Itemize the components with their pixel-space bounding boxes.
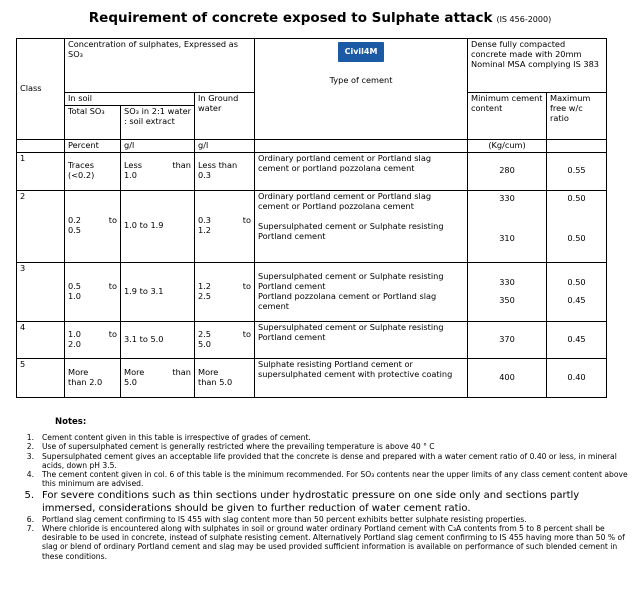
table-row	[17, 152, 607, 190]
ground-water-cell: Less than 0.3	[195, 152, 255, 190]
cement-type-cell: Sulphate resisting Portland cement or supersulphated cement with protective coating	[255, 358, 468, 397]
table-row	[17, 358, 607, 397]
max-wc-cell: 0.50 0.50	[547, 190, 607, 262]
ratio-cell: 3.1 to 5.0	[121, 321, 195, 358]
ratio-cell: Less than 1.0	[121, 152, 195, 190]
min-cement-cell: 330 350	[468, 262, 547, 321]
total-so3-cell: 0.2 to 0.5	[65, 190, 121, 262]
min-cement-cell: 370	[468, 321, 547, 358]
total-so3-cell: Traces (<0.2)	[65, 152, 121, 190]
class-cell: 4	[17, 321, 65, 358]
unit-gl-1: g/l	[121, 139, 195, 152]
ground-water-cell: More than 5.0	[195, 358, 255, 397]
cement-type-cell: Supersulphated cement or Sulphate resisting Portland cement Portland pozzolana cement or Portland slag cement	[255, 262, 468, 321]
sulphate-table	[16, 38, 607, 398]
table-row	[17, 190, 607, 262]
unit-percent: Percent	[65, 139, 121, 152]
class-cell: 1	[17, 152, 65, 190]
note-item: 3. Supersulphated cement gives an acceptable life provided that the concrete is dense and prepared with a water cement ratio of 0.40 or less, in mineral acids, down pH 3.5.	[26, 451, 617, 470]
total-so3-cell: 1.0 to 2.0	[65, 321, 121, 358]
note-item: 5. For severe conditions such as thin sections under hydrostatic pressure on one side only and sections partly immersed, considerations should be given to further reduction of water cement ratio.	[24, 489, 580, 514]
max-wc-cell: 0.50 0.45	[547, 262, 607, 321]
table-row	[17, 262, 607, 321]
header-in-soil: In soil	[65, 93, 195, 106]
ratio-cell: 1.0 to 1.9	[121, 190, 195, 262]
cement-type-cell: Ordinary portland cement or Portland slag cement or Portland pozzolana cement Supersulphated cement or Sulphate resisting Portland cement	[255, 190, 468, 262]
header-max-wc: Maximum free w/c ratio	[547, 93, 607, 140]
header-so3-ratio: SO₃ in 2:1 water : soil extract	[121, 105, 195, 139]
title-text: Requirement of concrete exposed to Sulphate attack	[88, 10, 493, 26]
max-wc-cell: 0.45	[547, 321, 607, 358]
civil4m-logo: Civil4M	[338, 42, 385, 62]
min-cement-cell: 280	[468, 152, 547, 190]
note-item: 1. Cement content given in this table is irrespective of grades of cement.	[26, 433, 311, 442]
class-cell: 2	[17, 190, 65, 262]
header-concentration: Concentration of sulphates, Expressed as SO₃	[65, 39, 255, 93]
max-wc-cell: 0.55	[547, 152, 607, 190]
note-item: 2. Use of supersulphated cement is generally restricted where the prevailing temperature is above 40 ° C	[26, 442, 435, 452]
header-class: Class	[17, 39, 65, 140]
header-type-of-cement	[255, 39, 468, 140]
note-item: 6. Portland slag cement confirming to IS 455 with slag content more than 50 percent exhibits better sulphate resisting properties.	[26, 514, 527, 524]
header-min-cement: Minimum cement content	[468, 93, 547, 140]
note-item: 7. Where chloride is encountered along with sulphates in soil or ground water ordinary Portland cement with C₃A contents from 5 to 8 percent shall be desirable to be used in concrete, instead of sulphate resisting cement. Alternatively Portland slag cement confirming to IS 455 having more than 50 % of slag or blend of ordinary Portland cement and slag may be used provided sufficient information is available on performance of such blended cement in these conditions.	[26, 523, 625, 561]
unit-gl-2: g/l	[195, 139, 255, 152]
ratio-cell: 1.9 to 3.1	[121, 262, 195, 321]
ground-water-cell: 2.5 to 5.0	[195, 321, 255, 358]
page-title	[0, 10, 640, 26]
notes-heading: Notes:	[55, 417, 87, 427]
ground-water-cell: 1.2 to 2.5	[195, 262, 255, 321]
type-of-cement-label: Type of cement	[329, 74, 393, 85]
table-row	[17, 321, 607, 358]
min-cement-cell: 400	[468, 358, 547, 397]
total-so3-cell: 0.5 to 1.0	[65, 262, 121, 321]
notes-list	[8, 433, 630, 561]
max-wc-cell: 0.40	[547, 358, 607, 397]
header-dense: Dense fully compacted concrete made with 20mm Nominal MSA complying IS 383	[468, 39, 607, 93]
cement-type-cell: Supersulphated cement or Sulphate resisting Portland cement	[255, 321, 468, 358]
title-standard-ref: (IS 456-2000)	[496, 15, 552, 24]
class-cell: 5	[17, 358, 65, 397]
unit-kg: (Kg/cum)	[468, 139, 547, 152]
class-cell: 3	[17, 262, 65, 321]
ratio-cell: More than 5.0	[121, 358, 195, 397]
header-ground-water: In Ground water	[195, 93, 255, 140]
header-total-so3: Total SO₃	[65, 105, 121, 139]
ground-water-cell: 0.3 to 1.2	[195, 190, 255, 262]
note-item: 4. The cement content given in col. 6 of this table is the minimum recommended. For SO₃ contents near the upper limits of any class cement content above this minimum are advised.	[26, 470, 628, 489]
total-so3-cell: More than 2.0	[65, 358, 121, 397]
cement-type-cell: Ordinary portland cement or Portland slag cement or portland pozzolana cement	[255, 152, 468, 190]
min-cement-cell: 330 310	[468, 190, 547, 262]
